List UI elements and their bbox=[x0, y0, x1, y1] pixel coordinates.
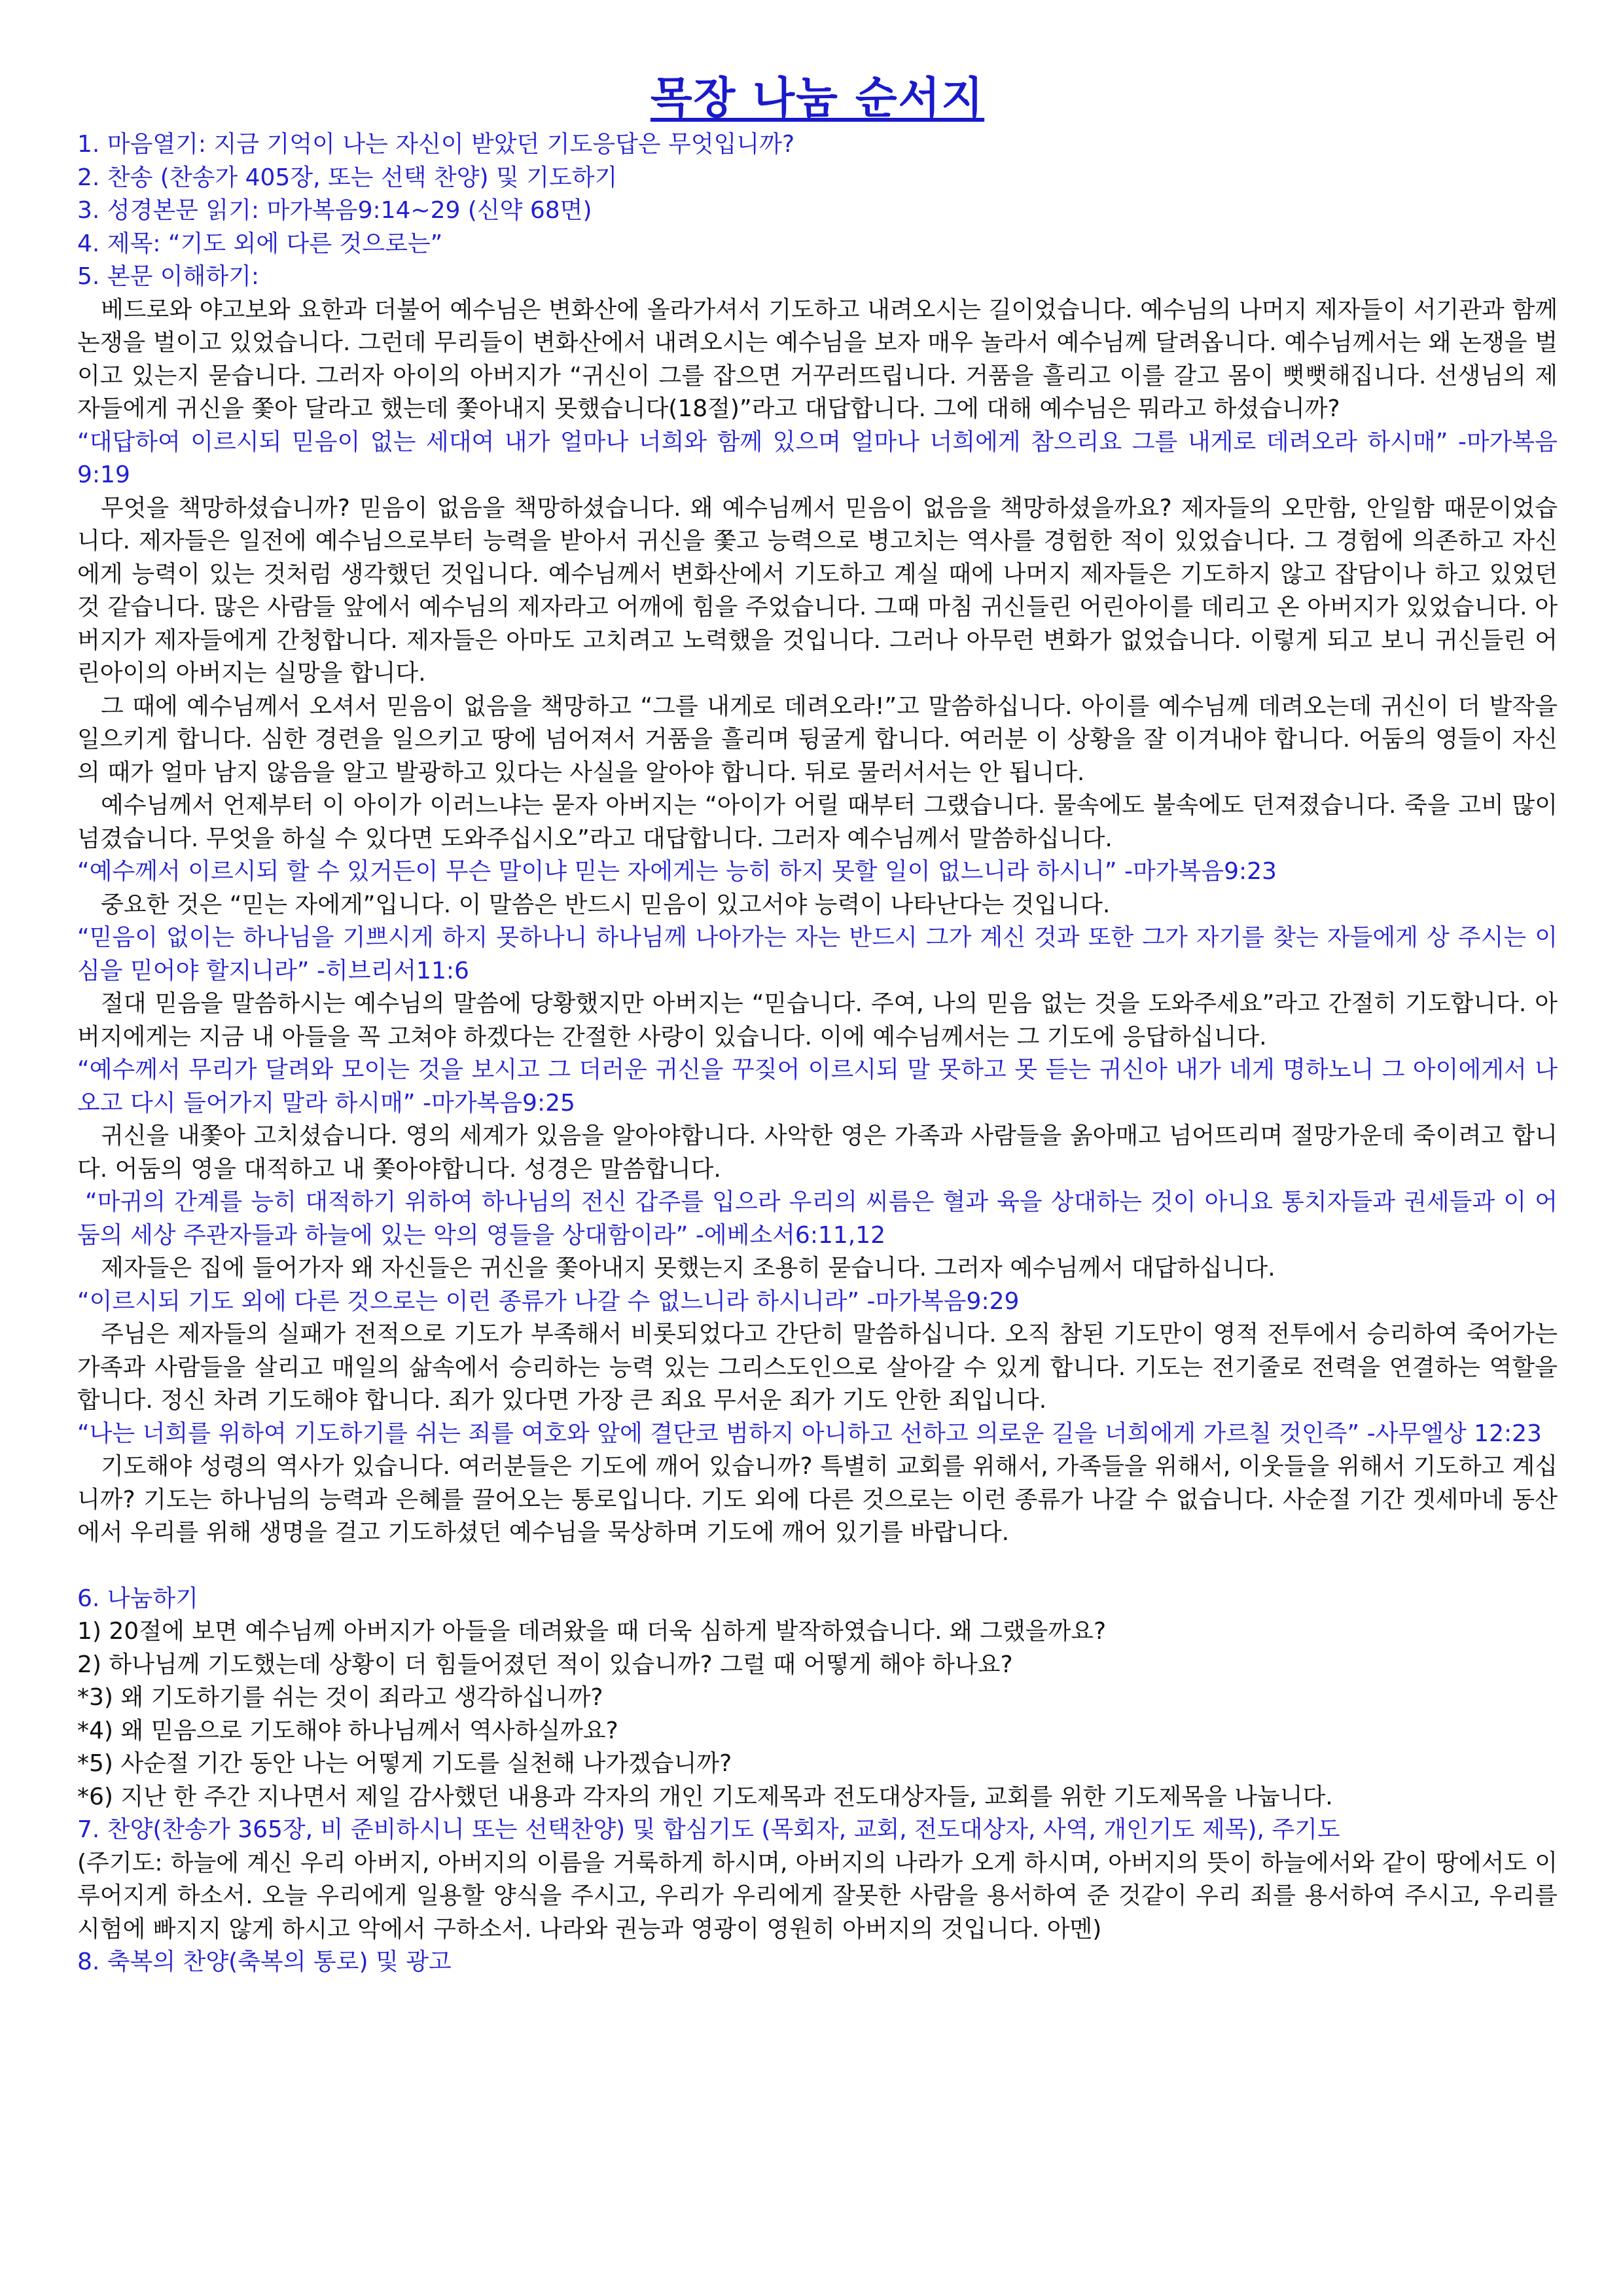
scripture-quote: “마귀의 간계를 능히 대적하기 위하여 하나님의 전신 갑주를 입으라 우리의 씨름은 혈과 육을 상대하는 것이 아니요 통치자들과 권세들과 이 어둠의 세상 주관자들과 하늘에 있는 악의 영들을 상대함이라” -에베소서6:11,12 bbox=[77, 1189, 1558, 1249]
scripture-quote: “믿음이 없이는 하나님을 기쁘시게 하지 못하나니 하나님께 나아가는 자는 반드시 그가 계신 것과 또한 그가 자기를 찾는 자들에게 상 주시는 이심을 믿어야 할지니라” -히브리서11:6 bbox=[77, 924, 1558, 984]
step-blessing-announcements: 8. 축복의 찬양(축복의 통로) 및 광고 bbox=[77, 1948, 452, 1975]
step-opening: 1. 마음열기: 지금 기억이 나는 자신이 받았던 기도응답은 무엇입니까? bbox=[77, 131, 795, 158]
body-paragraph: 주님은 제자들의 실패가 전적으로 기도가 부족해서 비롯되었다고 간단히 말씀하십니다. 오직 참된 기도만이 영적 전투에서 승리하여 죽어가는 가족과 사람들을 살리고 매일의 삶속에서 승리하는 능력 있는 그리스도인으로 살아갈 수 있게 합니다. 기도는 전기줄로 전력을 연결하는 역할을 합니다. 정신 차려 기도해야 합니다. 죄가 있다면 가장 큰 죄요 무서운 죄가 기도 안한 죄입니다. bbox=[77, 1321, 1558, 1414]
sharing-question: *6) 지난 한 주간 지나면서 제일 감사했던 내용과 각자의 개인 기도제목과 전도대상자들, 교회를 위한 기도제목을 나눕니다. bbox=[77, 1783, 1333, 1810]
scripture-quote: “이르시되 기도 외에 다른 것으로는 이런 종류가 나갈 수 없느니라 하시니라” -마가복음9:29 bbox=[77, 1287, 1020, 1315]
sharing-question: *3) 왜 기도하기를 쉬는 것이 죄라고 생각하십니까? bbox=[77, 1684, 603, 1711]
body-paragraph: 귀신을 내쫓아 고치셨습니다. 영의 세계가 있음을 알아야합니다. 사악한 영은 가족과 사람들을 옭아매고 넘어뜨리며 절망가운데 죽이려고 합니다. 어둠의 영을 대적하고 내 쫓아야합니다. 성경은 말씀합니다. bbox=[77, 1122, 1558, 1183]
body-paragraph: 베드로와 야고보와 요한과 더불어 예수님은 변화산에 올라가셔서 기도하고 내려오시는 길이었습니다. 예수님의 나머지 제자들이 서기관과 함께 논쟁을 벌이고 있었습니다. 그런데 무리들이 변화산에서 내려오시는 예수님을 보자 매우 놀라서 예수님께 달려옵니다. 예수님께서는 왜 논쟁을 벌이고 있는지 묻습니다. 그러자 아이의 아버지가 “귀신이 그를 잡으면 거꾸러뜨립니다. 거품을 흘리고 이를 갈고 몸이 뻣뻣해집니다. 선생님의 제자들에게 귀신을 쫓아 달라고 했는데 쫓아내지 못했습니다(18절)”라고 대답합니다. 그에 대해 예수님은 뭐라고 하셨습니까? bbox=[77, 296, 1558, 422]
sharing-question: *4) 왜 믿음으로 기도해야 하나님께서 역사하실까요? bbox=[77, 1717, 618, 1744]
sharing-question: 1) 20절에 보면 예수님께 아버지가 아들을 데려왔을 때 더욱 심하게 발작하였습니다. 왜 그랬을까요? bbox=[77, 1618, 1107, 1645]
section-spacer bbox=[77, 1550, 1558, 1583]
scripture-quote: “예수께서 이르시되 할 수 있거든이 무슨 말이냐 믿는 자에게는 능히 하지 못할 일이 없느니라 하시니” -마가복음9:23 bbox=[77, 858, 1277, 885]
body-paragraph: 기도해야 성령의 역사가 있습니다. 여러분들은 기도에 깨어 있습니까? 특별히 교회를 위해서, 가족들을 위해서, 이웃들을 위해서 기도하고 계십니까? 기도는 하나님의 능력과 은혜를 끌어오는 통로입니다. 기도 외에 다른 것으로는 이런 종류가 나갈 수 없습니다. 사순절 기간 겟세마네 동산에서 우리를 위해 생명을 걸고 기도하셨던 예수님을 묵상하며 기도에 깨어 있기를 바랍니다. bbox=[77, 1453, 1558, 1546]
scripture-quote: “대답하여 이르시되 믿음이 없는 세대여 내가 얼마나 너희와 함께 있으며 얼마나 너희에게 참으리요 그를 내게로 데려오라 하시매” -마가복음9:19 bbox=[77, 428, 1558, 488]
body-paragraph: 절대 믿음을 말씀하시는 예수님의 말씀에 당황했지만 아버지는 “믿습니다. 주여, 나의 믿음 없는 것을 도와주세요”라고 간절히 기도합니다. 아버지에게는 지금 내 아들을 꼭 고쳐야 하겠다는 간절한 사랑이 있습니다. 이에 예수님께서는 그 기도에 응답하십니다. bbox=[77, 990, 1558, 1050]
sharing-heading: 6. 나눔하기 bbox=[77, 1585, 198, 1612]
scripture-quote: “예수께서 무리가 달려와 모이는 것을 보시고 그 더러운 귀신을 꾸짖어 이르시되 말 못하고 못 듣는 귀신아 내가 네게 명하노니 그 아이에게서 나오고 다시 들어가지 말라 하시매” -마가복음9:25 bbox=[77, 1056, 1558, 1117]
body-paragraph: 그 때에 예수님께서 오셔서 믿음이 없음을 책망하고 “그를 내게로 데려오라!”고 말씀하십니다. 아이를 예수님께 데려오는데 귀신이 더 발작을 일으키게 합니다. 심한 경련을 일으키고 땅에 넘어져서 거품을 흘리며 뒹굴게 합니다. 여러분 이 상황을 잘 이겨내야 합니다. 어둠의 영들이 자신의 때가 얼마 남지 않음을 알고 발광하고 있다는 사실을 알아야 합니다. 뒤로 물러서서는 안 됩니다. bbox=[77, 692, 1558, 786]
step-hymn: 2. 찬송 (찬송가 405장, 또는 선택 찬양) 및 기도하기 bbox=[77, 164, 618, 191]
page-title: 목장 나눔 순서지 bbox=[650, 73, 985, 123]
step-understanding: 5. 본문 이해하기: bbox=[77, 263, 260, 290]
lords-prayer: (주기도: 하늘에 계신 우리 아버지, 아버지의 이름을 거룩하게 하시며, 아버지의 나라가 오게 하시며, 아버지의 뜻이 하늘에서와 같이 땅에서도 이루어지게 하소서. 오늘 우리에게 일용할 양식을 주시고, 우리가 우리에게 잘못한 사람을 용서하여 준 것같이 우리 죄를 용서하여 주시고, 우리를 시험에 빠지지 않게 하시고 악에서 구하소서. 나라와 권능과 영광이 영원히 아버지의 것입니다. 아멘) bbox=[77, 1849, 1558, 1943]
worksheet-page bbox=[77, 71, 1558, 1979]
scripture-quote: “나는 너희를 위하여 기도하기를 쉬는 죄를 여호와 앞에 결단코 범하지 아니하고 선하고 의로운 길을 너희에게 가르칠 것인즉” -사무엘상 12:23 bbox=[77, 1420, 1542, 1447]
body-paragraph: 제자들은 집에 들어가자 왜 자신들은 귀신을 쫓아내지 못했는지 조용히 묻습니다. 그러자 예수님께서 대답하십니다. bbox=[101, 1255, 1275, 1282]
sermon-body bbox=[77, 294, 1558, 1550]
step-scripture: 3. 성경본문 읽기: 마가복음9:14~29 (신약 68면) bbox=[77, 197, 592, 224]
sharing-section bbox=[77, 1583, 1558, 1814]
body-paragraph: 예수님께서 언제부터 이 아이가 이러느냐는 묻자 아버지는 “아이가 어릴 때부터 그랬습니다. 물속에도 불속에도 던져졌습니다. 죽을 고비 많이 넘겼습니다. 무엇을 하실 수 있다면 도와주십시오”라고 대답합니다. 그러자 예수님께서 말씀하십니다. bbox=[77, 792, 1558, 852]
body-paragraph: 무엇을 책망하셨습니까? 믿음이 없음을 책망하셨습니다. 왜 예수님께서 믿음이 없음을 책망하셨을까요? 제자들의 오만함, 안일함 때문이었습니다. 제자들은 일전에 예수님으로부터 능력을 받아서 귀신을 쫓고 능력으로 병고치는 역사를 경험한 적이 있었습니다. 그 경험에 의존하고 자신에게 능력이 있는 것처럼 생각했던 것입니다. 예수님께서 변화산에서 기도하고 계실 때에 나머지 제자들은 기도하지 않고 잡담이나 하고 있었던 것 같습니다. 많은 사람들 앞에서 예수님의 제자라고 어깨에 힘을 주었습니다. 그때 마침 귀신들린 어린아이를 데리고 온 아버지가 있었습니다. 아버지가 제자들에게 간청합니다. 제자들은 아마도 고치려고 노력했을 것입니다. 그러나 아무런 변화가 없었습니다. 이렇게 되고 보니 귀신들린 어린아이의 아버지는 실망을 합니다. bbox=[77, 494, 1558, 687]
step-praise-prayer: 7. 찬양(찬송가 365장, 비 준비하시니 또는 선택찬양) 및 합심기도 (목회자, 교회, 전도대상자, 사역, 개인기도 제목), 주기도 bbox=[77, 1816, 1340, 1843]
sharing-question: 2) 하나님께 기도했는데 상황이 더 힘들어졌던 적이 있습니까? 그럴 때 어떻게 해야 하나요? bbox=[77, 1651, 1013, 1678]
body-paragraph: 중요한 것은 “믿는 자에게”입니다. 이 말씀은 반드시 믿음이 있고서야 능력이 나타난다는 것입니다. bbox=[101, 891, 1111, 918]
steps-list bbox=[77, 128, 1558, 294]
step-sermon-title: 4. 제목: “기도 외에 다른 것으로는” bbox=[77, 230, 443, 257]
sharing-question: *5) 사순절 기간 동안 나는 어떻게 기도를 실천해 나가겠습니까? bbox=[77, 1750, 732, 1777]
